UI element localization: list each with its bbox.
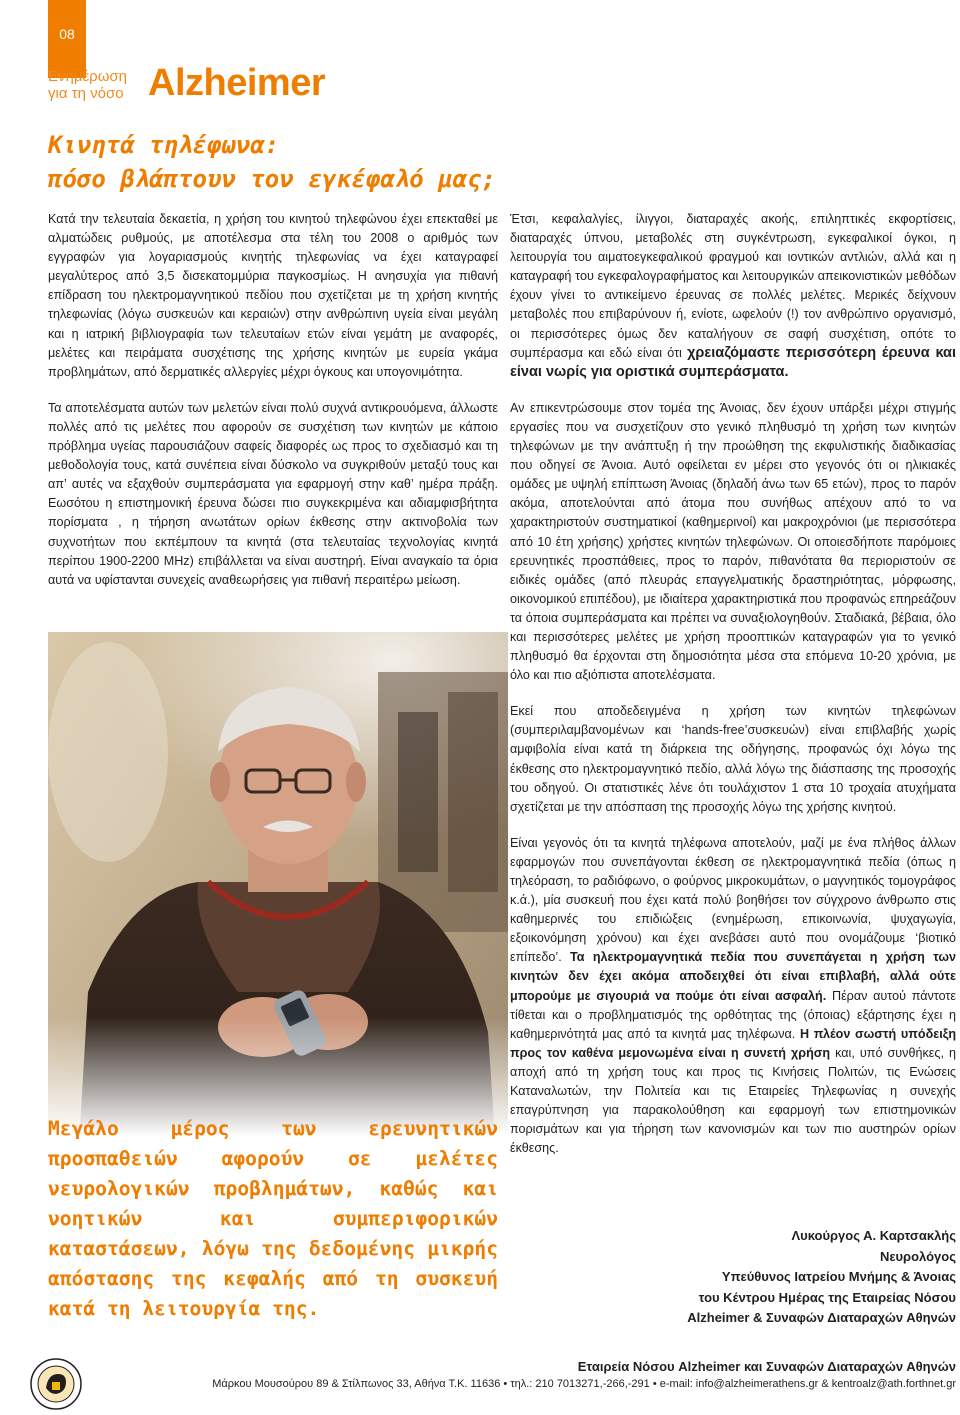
series-label-line2: για τη νόσο: [48, 85, 124, 102]
left-paragraph-2: Τα αποτελέσματα αυτών των μελετών είναι πολύ συχνά αντικρουόμενα, άλλωστε πολλές από τις μελέτες που αφορούν σε συσχέτιση των κινητών με κάποιο πρόβλημα υγείας παρουσιάζουν σαφείς διαφορές ως προς το σχεδιασμό και τη μεθοδολογία τους, κατά συνέπεια είναι δύσκολο να συγκριθούν μεταξύ τους και απ’ αυτές να εξαχθούν συμπεράσματα για εφαρμογή στην καθ’ ημέρα πράξη. Εωσότου η επιστημονική έρευνα δώσει πιο συγκεκριμένα και αδιαμφισβήτητα πορίσματα , η τήρηση ανωτάτων ορίων έκθεσης στην ακτινοβολία των συχνοτήτων που εκπέμπουν τα κινητά (στα τελευταίας τεχνολογίας κινητά περίπου 1900-2200 MHz) επιβάλλεται να είναι αυστηρή. Είναι αναγκαίο τα όρια αυτά να υφίστανται συνεχείς αναθεωρήσεις για πιθανή περαιτέρω μείωση.: [48, 400, 498, 587]
headline-line1: Κινητά τηλέφωνα:: [48, 131, 280, 159]
right-paragraph-4-text-b: Πέραν αυτού πάντοτε τίθεται και ο προβληματισμός της ορθότητας της (όποιας) εξάρτησης έχει η καθημερινότητά μας από τα κινητά μας τηλέφωνα.: [510, 988, 956, 1041]
footer-organization: Εταιρεία Νόσου Alzheimer και Συναφών Διαταραχών Αθηνών: [577, 1359, 956, 1374]
author-title: Νευρολόγος: [879, 1248, 956, 1264]
right-paragraph-1: [510, 210, 956, 382]
pull-quote: Μεγάλο μέρος των ερευνητικών προσπαθειών αφορούν σε μελέτες νευρολογικών προβλημάτων, καθώς και νοητικών και συμπεριφορικών καταστάσεων, λόγω της δεδομένης μικρής απόστασης της κεφαλής από τη συσκευή κατά τη λειτουργία της.: [48, 1117, 498, 1320]
series-title: Alzheimer: [148, 62, 326, 104]
right-paragraph-4-text-c: και, υπό συνθήκες, η αποχή από τη χρήση τους και προς τις Κινήσεις Πολιτών, τις Ενώσεις Καταναλωτών, την Πολιτεία και τις Εταιρείες Τηλεφωνίας η συνεχής επαγρύπνηση για παρακολούθηση και εφαρμογή των επιστημονικών πορισμάτων και για τήρηση των κανονισμών και των πιο αυστηρών ορίων έκθεσης.: [510, 1045, 956, 1156]
series-label: [48, 68, 127, 102]
author-role: Υπεύθυνος Ιατρείου Μνήμης & Άνοιας: [721, 1269, 956, 1284]
right-paragraph-2: Αν επικεντρώσουμε στον τομέα της Άνοιας, δεν έχουν υπάρξει μέχρι στιγμής εργασίες που να συσχετίζουν στο γενικό πληθυσμό τη χρήση των κινητών τηλεφώνων με την ανάπτυξη ή την προώθηση της εκφυλιστικής διαδικασίας που οδηγεί σε Άνοια. Αυτό οφείλεται εν μέρει στο γεγονός ότι οι ηλικιακές ομάδες με υψηλή επίπτωση Άνοιας (δηλαδή άνω των 65 ετών), προς το παρόν ακόμα, αποτελούνται από άτομα που συνήθως απέχουν από το να χαρακτηριστούν συστηματικοί (καθημερινοί) και μακροχρόνιοι (με περισσότερα από 10 έτη χρήσης) χρήστες κινητών τηλεφώνων. Οι οποιεσδήποτε παρόμοιες ερευνητικές προσπάθειες, προς το παρόν, πιθανότατα θα περιοριστούν σε ειδικές ομάδες (από πλευράς επαγγελματικής δραστηριότητας, μόρφωσης, οικονομικού επιπέδου), με ιδιαίτερα χαρακτηριστικά που προφανώς επηρεάζουν τα όποια συμπεράσματα και πρέπει να συναξιολογηθούν. Σταδιακά, βέβαια, όλο και περισσότερες μελέτες με χρήση προοπτικών καταγραφών για το γενικό πληθυσμό θα έρχονται στη δημοσιότητα μέσα στα επόμενα 10-20 χρόνια, με όλο και πιο αξιόπιστα αποτελέσματα.: [510, 400, 956, 683]
left-paragraph-1: Κατά την τελευταία δεκαετία, η χρήση του κινητού τηλεφώνου έχει επεκταθεί με αλματώδεις ρυθμούς, με αποτέλεσμα στα τέλη του 2008 ο αριθμός των εγγραφών για λογαριασμούς κινητής τηλεφωνίας να έχει καταγραφεί μεγαλύτερος από 3,5 δισεκατομμύρια παγκοσμίως. Η ανησυχία για πιθανή επίδραση του ηλεκτρομαγνητικού πεδίου που σχετίζεται με τη χρήση κινητής τηλεφωνίας (λόγω συσκευών και κεραιών) στην ανθρώπινη υγεία είναι μεγάλη και η ιατρική βιβλιογραφία των τελευταίων ετών είναι γεμάτη με αναφορές, μελέτες και πειράματα συσχέτισης της χρήσης κινητών με ευρεία γκάμα προβλημάτων, από δερματικές αλλεργίες μέχρι όγκους και υπογονιμότητα.: [48, 212, 498, 379]
right-paragraph-1-emphasis: χρειαζόμαστε περισσότερη έρευνα και είναι νωρίς για οριστικά συμπεράσματα.: [510, 344, 956, 380]
association-logo-icon: [30, 1358, 82, 1410]
right-paragraph-4-bold-b: Η πλέον σωστή υπόδειξη προς τον καθένα μεμονωμένα είναι η συνετή χρήση: [510, 1026, 957, 1060]
right-paragraph-3: Εκεί που αποδεδειγμένα η χρήση των κινητών τηλεφώνων (συμπεριλαμβανομένων και ‘hands-free’συσκευών) είναι επιβλαβής χωρίς αμφιβολία είναι κατά τη διάρκεια της οδήγησης, προφανώς όχι λόγω της έκθεσης στο ηλεκτρομαγνητικό πεδίο, αλλά λόγω της διάσπασης της προσοχής του οδηγού. Οι στατιστικές λένε ότι τουλάχιστον 1 στα 10 τροχαία ατυχήματα σχετίζεται με την απόσπαση της προσοχής λόγω της χρήσης κινητού.: [510, 704, 956, 814]
author-name: Λυκούργος Α. Καρτσακλής: [791, 1228, 956, 1243]
right-paragraph-1-text: Έτσι, κεφαλαλγίες, ίλιγγοι, διαταραχές ακοής, επιληπτικές εκφορτίσεις, διαταραχές ύπνου, μεταβολές στη συγκέντρωση, εγκεφαλικοί όγκοι, η λειτουργία του αιματοεγκεφαλικού φραγμού και ιοντικών αντλιών, αλλά και η καταγραφή του εγκεφαλογραφήματος και λειτουργικών απεικονιστικών μεθόδων έχουν γίνει το αντικείμενο έρευνας σε πολλές μελέτες. Μερικές δείχνουν μεταβολές που επιβαρύνουν ή, ενίοτε, ωφελούν (!) τον ανθρώπινο οργανισμό, οι περισσότερες όμως δεν καταλήγουν σε σαφή συσχέτιση, οπότε το συμπέρασμα και εδώ είναι ότι: [510, 212, 956, 360]
right-paragraph-4: [510, 834, 956, 1159]
author-signature: [616, 1226, 956, 1329]
author-org: Alzheimer & Συναφών Διαταραχών Αθηνών: [687, 1310, 956, 1325]
page-number: 08: [48, 0, 86, 78]
headline-line2: πόσο βλάπτουν τον εγκέφαλό μας;: [48, 165, 496, 193]
right-paragraph-4-text-a: Είναι γεγονός ότι τα κινητά τηλέφωνα αποτελούν, μαζί με ένα πλήθος άλλων εφαρμογών που συνεπάγονται έκθεση σε ηλεκτρομαγνητικά πεδία (όπως η τηλεόραση, το ραδιόφωνο, ο φούρνος μικροκυμάτων, ο μαγνητικός τομογράφος κ.ά.), μία συσκευή που έχει κατά πολύ βοηθήσει τον σύγχρονο άνθρωπο στις καθημερινές του επιδιώξεις (ενημέρωση, επικοινωνία, ψυχαγωγία, εξοικονόμηση χρόνου) και έχει ανεβάσει αυτό που ονομάζουμε ‘βιοτικό επίπεδο’.: [510, 835, 956, 965]
author-center: του Κέντρου Ημέρας της Εταιρείας Νόσου: [698, 1289, 956, 1305]
article-headline: [48, 128, 668, 196]
right-column: [510, 210, 956, 1158]
right-paragraph-4-bold-a: Τα ηλεκτρομαγνητικά πεδία που συνεπάγεται η χρήση των κινητών δεν έχει ακόμα αποδειχθεί ότι είναι επιβλαβή, αλλά ούτε μπορούμε με σιγουριά να πούμε ότι είναι ασφαλή.: [510, 950, 956, 1003]
footer-contact: Μάρκου Μουσούρου 89 & Στίλπωνος 33, Αθήνα Τ.Κ. 11636 • τηλ.: 210 7013271,-266,-291 • e-mail: info@alzheimerathens.gr & kentroalz@ath.forthnet.gr: [212, 1378, 956, 1390]
left-column: [48, 210, 498, 590]
series-label-line1: Ενημέρωση: [48, 68, 128, 85]
